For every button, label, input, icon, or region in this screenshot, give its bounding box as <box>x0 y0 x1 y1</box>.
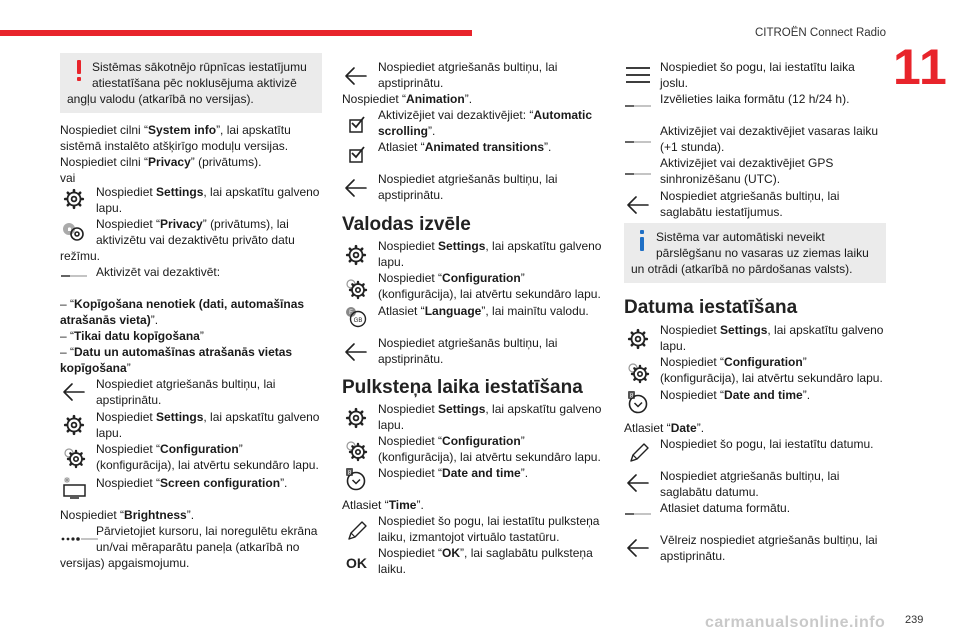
step-text: Nospiediet Settings, lai apskatītu galveno <box>96 185 320 199</box>
gear-icon <box>624 327 652 351</box>
info-icon <box>637 230 647 252</box>
paragraph: Atlasiet “Date”. <box>624 421 705 435</box>
step-text: Nospiediet atgriešanās bultiņu, lai <box>378 60 558 74</box>
toggle-line-icon <box>624 160 652 184</box>
step-text: laiku. <box>378 562 407 576</box>
toggle-line-icon <box>624 500 652 524</box>
step-text: (konfigurācija), lai atvērtu sekundāro lapu. <box>378 287 601 301</box>
back-arrow-icon <box>60 380 88 404</box>
step-text: Aktivizējiet vai dezaktivējiet vasaras laiku <box>660 124 879 138</box>
paragraph: Nospiediet cilni “System info”, lai apskatītu <box>60 123 291 137</box>
clock-icon <box>342 467 370 491</box>
back-arrow-icon <box>624 471 652 495</box>
gear-icon <box>342 406 370 430</box>
step-text: Atlasiet “Language”, lai mainītu valodu. <box>378 304 589 318</box>
gear-icon <box>342 243 370 267</box>
language-badge-2: GB <box>353 318 363 324</box>
step-text: joslu. <box>660 76 689 90</box>
pencil-icon <box>624 440 652 464</box>
step-text: Nospiediet atgriešanās bultiņu, lai <box>378 336 558 350</box>
step-text: apstiprinātu. <box>378 352 444 366</box>
step-text: Atlasiet “Animated transitions”. <box>378 140 552 154</box>
step-text: Nospiediet “Screen configuration”. <box>96 476 288 490</box>
step-text: aktivizētu vai dezaktivētu privāto datu <box>96 233 295 247</box>
checkbox-icon <box>342 112 370 136</box>
step-text: (konfigurācija), lai atvērtu sekundāro lapu. <box>660 371 883 385</box>
step-text: Nospiediet “Configuration” <box>378 271 525 285</box>
paragraph: Nospiediet “Animation”. <box>342 92 473 106</box>
watermark: carmanualsonline.info <box>705 614 886 631</box>
step-text: Nospiediet šo pogu, lai iestatītu pulksteņa <box>378 514 600 528</box>
paragraph: sistēmā instalēto atšķirīgo moduļu versijas. <box>60 139 289 153</box>
step-text: Nospiediet “Date and time”. <box>660 388 811 402</box>
step-text: Nospiediet “Configuration” <box>96 442 243 456</box>
toggle-line-icon <box>624 128 652 152</box>
toggle-line-icon <box>60 262 88 286</box>
step-text: Aktivizējiet vai dezaktivējiet: “Automatic <box>378 108 593 122</box>
back-arrow-icon <box>624 193 652 217</box>
step-text: Aktivizējiet vai dezaktivējiet GPS <box>660 156 834 170</box>
language-badge-1: F <box>349 310 353 316</box>
step-text: apstiprinātu. <box>378 188 444 202</box>
step-text: Nospiediet Settings, lai apskatītu galveno <box>660 323 884 337</box>
step-text: Nospiediet atgriešanās bultiņu, lai <box>660 469 840 483</box>
configuration-icon <box>342 276 370 300</box>
warning-line-3: angļu valodu (atkarībā no versijas). <box>67 92 254 106</box>
language-icon <box>342 305 370 329</box>
step-text: Izvēlieties laika formātu (12 h/24 h). <box>660 92 850 106</box>
step-text: Nospiediet “OK”, lai saglabātu pulksteņa <box>378 546 593 560</box>
section-heading-time: Pulksteņa laika iestatīšana <box>342 377 583 398</box>
info-line-3: un otrādi (atkarībā no pārdošanas valsts). <box>631 262 853 276</box>
paragraph: Nospiediet cilni “Privacy” (privātums). <box>60 155 262 169</box>
step-text: Nospiediet atgriešanās bultiņu, lai <box>660 189 840 203</box>
step-text: Nospiediet “Configuration” <box>378 434 525 448</box>
option-item: – “Tikai datu kopīgošana” <box>60 329 204 343</box>
chapter-number: 11 <box>893 39 948 95</box>
step-text: (+1 stunda). <box>660 140 725 154</box>
step-text: sinhronizēšanu (UTC). <box>660 172 781 186</box>
paragraph: vai <box>60 171 76 185</box>
step-text: Vēlreiz nospiediet atgriešanās bultiņu, lai <box>660 533 878 547</box>
menu-lines-icon <box>624 63 652 87</box>
step-text: Nospiediet atgriešanās bultiņu, lai <box>96 377 276 391</box>
step-text: Nospiediet “Date and time”. <box>378 466 529 480</box>
step-text: lapu. <box>96 201 123 215</box>
step-text: Aktivizēt vai dezaktivēt: <box>96 265 221 279</box>
gear-icon <box>60 187 88 211</box>
option-item: – “Datu un automašīnas atrašanās vietas <box>60 345 293 359</box>
section-heading-date: Datuma iestatīšana <box>624 297 798 318</box>
pencil-icon <box>342 518 370 542</box>
step-text: Nospiediet šo pogu, lai iestatītu laika <box>660 60 855 74</box>
step-text: Nospiediet šo pogu, lai iestatītu datumu. <box>660 437 874 451</box>
paragraph: Atlasiet “Time”. <box>342 498 424 512</box>
screen-brightness-icon <box>60 475 88 499</box>
option-item: atrašanās vieta)”. <box>60 313 159 327</box>
exclamation-icon <box>74 60 84 82</box>
step-text: lapu. <box>378 418 405 432</box>
step-text: Nospiediet Settings, lai apskatītu galveno <box>378 239 602 253</box>
step-text: scrolling”. <box>378 124 436 138</box>
step-text: saglabātu datumu. <box>660 485 759 499</box>
step-text: Nospiediet “Configuration” <box>660 355 807 369</box>
step-text: apstiprinātu. <box>96 393 162 407</box>
step-text: lapu. <box>96 426 123 440</box>
manual-header-title: CITROËN Connect Radio <box>754 27 886 39</box>
step-text: Nospiediet Settings, lai apskatītu galveno <box>378 402 602 416</box>
page-number: 239 <box>905 614 924 626</box>
back-arrow-icon <box>342 176 370 200</box>
checkbox-icon <box>342 142 370 166</box>
red-top-bar <box>0 30 472 36</box>
clock-badge: 8 <box>629 392 634 400</box>
step-text: Pārvietojiet kursoru, lai noregulētu ekrāna <box>96 524 318 538</box>
step-text: saglabātu iestatījumus. <box>660 205 783 219</box>
paragraph: Nospiediet “Brightness”. <box>60 508 195 522</box>
step-text: Nospiediet Settings, lai apskatītu galveno <box>96 410 320 424</box>
privacy-gear-icon <box>60 220 88 244</box>
step-text: versijas) apgaismojumu. <box>60 556 190 570</box>
info-line-1: Sistēma var automātiski neveikt <box>656 230 825 244</box>
step-text: (konfigurācija), lai atvērtu sekundāro lapu. <box>378 450 601 464</box>
configuration-icon <box>60 445 88 469</box>
step-text: (konfigurācija), lai atvērtu sekundāro lapu. <box>96 458 319 472</box>
clock-icon <box>624 390 652 414</box>
step-text: Atlasiet datuma formātu. <box>660 501 791 515</box>
back-arrow-icon <box>342 340 370 364</box>
configuration-icon <box>624 360 652 384</box>
slider-dots-icon <box>60 533 100 545</box>
back-arrow-icon <box>342 64 370 88</box>
option-item: kopīgošana” <box>60 361 131 375</box>
back-arrow-icon <box>624 536 652 560</box>
step-text: laiku, izmantojot virtuālo tastatūru. <box>378 530 560 544</box>
toggle-line-icon <box>624 92 652 116</box>
clock-badge: 8 <box>347 469 352 477</box>
step-text: apstiprinātu. <box>660 549 726 563</box>
ok-label: OK <box>346 555 367 571</box>
configuration-icon <box>342 438 370 462</box>
step-text: režīmu. <box>60 249 101 263</box>
step-text: apstiprinātu. <box>378 76 444 90</box>
section-heading-language: Valodas izvēle <box>342 214 471 235</box>
step-text: Nospiediet atgriešanās bultiņu, lai <box>378 172 558 186</box>
step-text: lapu. <box>660 339 687 353</box>
step-text: Nospiediet “Privacy” (privātums), lai <box>96 217 289 231</box>
warning-line-2: atiestatīšana pēc noklusējuma aktivizē <box>92 76 297 90</box>
option-item: – “Kopīgošana nenotiek (dati, automašīnas <box>60 297 305 311</box>
warning-line-1: Sistēmas sākotnējo rūpnīcas iestatījumu <box>92 60 307 74</box>
step-text: lapu. <box>378 255 405 269</box>
step-text: un/vai mēraparātu paneļa (atkarībā no <box>96 540 300 554</box>
info-line-2: pārslēgšanu no vasaras uz ziemas laiku <box>656 246 869 260</box>
gear-icon <box>60 413 88 437</box>
